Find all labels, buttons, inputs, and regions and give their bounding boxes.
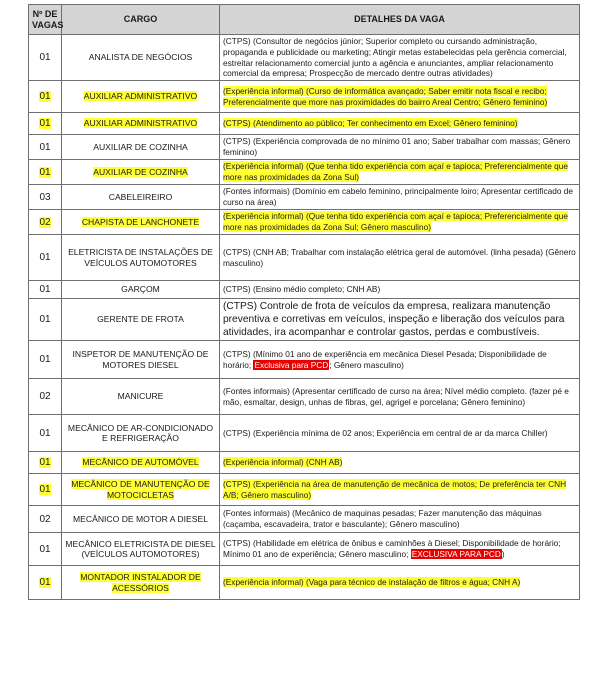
- cell-cargo: [62, 135, 220, 160]
- vagas-value: 01: [39, 314, 51, 326]
- cell-cargo: [62, 113, 220, 135]
- cell-cargo: [62, 210, 220, 235]
- cell-cargo: [62, 35, 220, 81]
- detalhes-text: (CTPS) (Mínimo 01 ano de experiência em mecânica Diesel Pesada; Disponibilidade de horário;: [223, 348, 547, 370]
- cargo-value: MONTADOR INSTALADOR DE ACESSÓRIOS: [80, 572, 201, 593]
- cargo-value: GERENTE DE FROTA: [97, 314, 184, 325]
- cell-vagas: [29, 299, 62, 341]
- table-row: [29, 341, 580, 379]
- cell-cargo: [62, 81, 220, 113]
- cell-detalhes: [220, 415, 580, 452]
- cargo-value: AUXILIAR ADMINISTRATIVO: [83, 118, 198, 129]
- detalhes-text: (CTPS) (Experiência mínima de 02 anos; Experiência em central de ar da marca Chiller): [223, 427, 548, 438]
- cell-cargo: [62, 281, 220, 299]
- detalhes-text: (Experiência informal) (Que tenha tido experiência com açaí e tapioca; Preferencialmente que more nas proximidades da Zona Sul; Gênero masculino): [223, 211, 568, 233]
- cell-detalhes: [220, 474, 580, 506]
- cargo-value: MECÂNICO DE AUTOMÓVEL: [82, 457, 199, 468]
- table-row: [29, 415, 580, 452]
- detalhes-text: (CTPS) (Consultor de negócios júnior; Superior completo ou cursando administração, propaganda e publicidade ou marketing; Atingir metas estabelecidas pela gerência comercial, estreitar relacionamento comercial junto a agência e anunciantes, ampliar relacionamento comercial da empresa; Prospecção de mercado dentre outras atividades): [223, 36, 567, 79]
- cargo-value: CHAPISTA DE LANCHONETE: [81, 216, 200, 227]
- cell-cargo: [62, 185, 220, 210]
- vagas-value: 01: [39, 284, 51, 296]
- cell-vagas: [29, 281, 62, 299]
- table-row: [29, 210, 580, 235]
- cell-detalhes: [220, 235, 580, 281]
- cell-vagas: [29, 415, 62, 452]
- detalhes-text: (Fontes informais) (Domínio em cabelo feminino, principalmente loiro; Apresentar certificado de curso na área): [223, 186, 574, 208]
- vagas-value: 01: [39, 484, 51, 496]
- table-row: [29, 135, 580, 160]
- detalhes-text: (CTPS) (Experiência comprovada de no mínimo 01 ano; Saber trabalhar com massas; Gênero feminino): [223, 136, 571, 158]
- cell-detalhes: [220, 533, 580, 566]
- cell-vagas: [29, 341, 62, 379]
- table-row: [29, 566, 580, 600]
- cell-cargo: [62, 533, 220, 566]
- table-row: [29, 533, 580, 566]
- vagas-value: 01: [39, 354, 51, 366]
- detalhes-text: (CTPS) (Ensino médio completo; CNH AB): [223, 284, 381, 295]
- detalhes-text: (CTPS) Controle de frota de veículos da empresa, realizara manutenção preventiva e corretivas em veículos, inspeção e liberação dos veículos para atividades, ira acompanhar e controlar gastos, perdas e combustíveis.: [223, 301, 565, 339]
- header-cargo: CARGO: [62, 5, 220, 35]
- vagas-value: 02: [39, 216, 51, 228]
- detalhes-text-end: ): [501, 549, 505, 560]
- cell-detalhes: [220, 185, 580, 210]
- table-row: [29, 281, 580, 299]
- detalhes-text: (CTPS) (Habilidade em elétrica de ônibus e caminhões à Diesel; Disponibilidade de horário; Mínimo 01 ano de experiência; Gênero masculino;: [223, 538, 561, 560]
- cell-detalhes: [220, 379, 580, 415]
- vagas-value: 01: [39, 427, 51, 439]
- detalhes-text: (CTPS) (Atendimento ao público; Ter conhecimento em Excel; Gênero feminino): [223, 118, 518, 129]
- cargo-value: CABELEIREIRO: [108, 191, 173, 202]
- vagas-value: 02: [39, 391, 51, 403]
- header-detalhes: DETALHES DA VAGA: [220, 5, 580, 35]
- detalhes-text: (Experiência informal) (Curso de informática avançado; Saber emitir nota fiscal e recibo; Preferencialmente que more nas proximidades do bairro Areal Centro; Gênero feminino): [223, 85, 548, 107]
- cell-vagas: [29, 452, 62, 474]
- cargo-value: MECÂNICO ELETRICISTA DE DIESEL (VEÍCULOS AUTOMOTORES): [65, 538, 216, 560]
- cell-detalhes: [220, 135, 580, 160]
- cell-detalhes: [220, 281, 580, 299]
- cargo-value: MANICURE: [117, 391, 164, 402]
- header-vagas: Nº DE VAGAS: [29, 5, 62, 35]
- table-row: [29, 185, 580, 210]
- cargo-value: ANALISTA DE NEGÓCIOS: [88, 52, 193, 63]
- cell-cargo: [62, 341, 220, 379]
- detalhes-text: (CTPS) (Experiência na área de manutenção de mecânica de motos; De preferência ter CNH A/B; Gênero masculino): [223, 478, 567, 500]
- vagas-value: 02: [39, 513, 51, 525]
- table-row: [29, 379, 580, 415]
- cell-cargo: [62, 379, 220, 415]
- cell-cargo: [62, 452, 220, 474]
- cell-vagas: [29, 379, 62, 415]
- table-row: [29, 35, 580, 81]
- cell-vagas: [29, 533, 62, 566]
- cell-cargo: [62, 474, 220, 506]
- table-row: [29, 506, 580, 533]
- table-row: [29, 474, 580, 506]
- vagas-value: 01: [39, 166, 51, 178]
- cell-detalhes: [220, 81, 580, 113]
- cell-detalhes: [220, 210, 580, 235]
- cargo-value: AUXILIAR ADMINISTRATIVO: [83, 91, 198, 102]
- cell-vagas: [29, 474, 62, 506]
- cell-vagas: [29, 566, 62, 600]
- cell-detalhes: [220, 160, 580, 185]
- vagas-value: 01: [39, 91, 51, 103]
- cargo-value: INSPETOR DE MANUTENÇÃO DE MOTORES DIESEL: [72, 349, 209, 370]
- cell-detalhes: [220, 299, 580, 341]
- cell-vagas: [29, 135, 62, 160]
- cell-vagas: [29, 35, 62, 81]
- cell-vagas: [29, 160, 62, 185]
- detalhes-text: (Experiência informal) (CNH AB): [223, 457, 343, 468]
- vagas-value: 01: [39, 577, 51, 589]
- vagas-value: 03: [39, 191, 51, 203]
- cell-cargo: [62, 299, 220, 341]
- vagas-value: 01: [39, 543, 51, 555]
- detalhes-text: (Fontes informais) (Apresentar certificado de curso na área; Nível médio completo. (fazer pé e mão, esmaltar, design, unhas de fibras, gel, agrigel e porcelana; Gênero feminino): [223, 385, 569, 407]
- table-row: [29, 160, 580, 185]
- table-header-row: [29, 5, 580, 35]
- detalhes-text: (Fontes informais) (Mecânico de maquinas pesadas; Fazer manutenção das máquinas (caçamba, escavadeira, trator e basculante); Gênero masculino): [223, 508, 542, 530]
- cargo-value: GARÇOM: [121, 284, 160, 295]
- detalhes-text: (Experiência informal) (Que tenha tido experiência com açaí e tapioca; Preferencialmente que more nas proximidades da Zona Sul): [223, 161, 568, 183]
- cell-cargo: [62, 235, 220, 281]
- cell-detalhes: [220, 113, 580, 135]
- cargo-value: MECÂNICO DE MOTOR A DIESEL: [73, 513, 208, 524]
- vagas-value: 01: [39, 141, 51, 153]
- pcd-badge: Exclusiva para PCD: [254, 359, 329, 370]
- vagas-value: 01: [39, 457, 51, 469]
- table-body: [29, 35, 580, 600]
- detalhes-text: (CTPS) (CNH AB; Trabalhar com instalação elétrica geral de automóvel. (linha pesada) (Gênero masculino): [223, 246, 576, 268]
- table-row: [29, 452, 580, 474]
- cargo-value: AUXILIAR DE COZINHA: [93, 141, 188, 152]
- vagas-table: [28, 4, 580, 600]
- cargo-value: MECÂNICO DE MANUTENÇÃO DE MOTOCICLETAS: [71, 479, 210, 500]
- table-row: [29, 235, 580, 281]
- table-row: [29, 299, 580, 341]
- cell-vagas: [29, 210, 62, 235]
- vagas-value: 01: [39, 118, 51, 130]
- cargo-value: AUXILIAR DE COZINHA: [93, 166, 188, 177]
- cell-detalhes: [220, 452, 580, 474]
- detalhes-text-end: ; Gênero masculino): [329, 359, 404, 370]
- cell-cargo: [62, 566, 220, 600]
- cargo-value: MECÂNICO DE AR-CONDICIONADO E REFRIGERAÇÃO: [67, 422, 214, 444]
- cell-detalhes: [220, 566, 580, 600]
- cell-vagas: [29, 506, 62, 533]
- cell-detalhes: [220, 341, 580, 379]
- cell-vagas: [29, 113, 62, 135]
- vagas-value: 01: [39, 252, 51, 264]
- cell-cargo: [62, 506, 220, 533]
- table-row: [29, 113, 580, 135]
- cell-detalhes: [220, 506, 580, 533]
- detalhes-text: (Experiência informal) (Vaga para técnico de instalação de filtros e água; CNH A): [223, 577, 521, 588]
- table-row: [29, 81, 580, 113]
- vagas-value: 01: [39, 52, 51, 64]
- cell-cargo: [62, 160, 220, 185]
- cell-vagas: [29, 81, 62, 113]
- cargo-value: ELETRICISTA DE INSTALAÇÕES DE VEÍCULOS AUTOMOTORES: [68, 247, 213, 268]
- cell-vagas: [29, 235, 62, 281]
- cell-detalhes: [220, 35, 580, 81]
- cell-vagas: [29, 185, 62, 210]
- pcd-badge: EXCLUSIVA PARA PCD: [411, 549, 501, 560]
- cell-cargo: [62, 415, 220, 452]
